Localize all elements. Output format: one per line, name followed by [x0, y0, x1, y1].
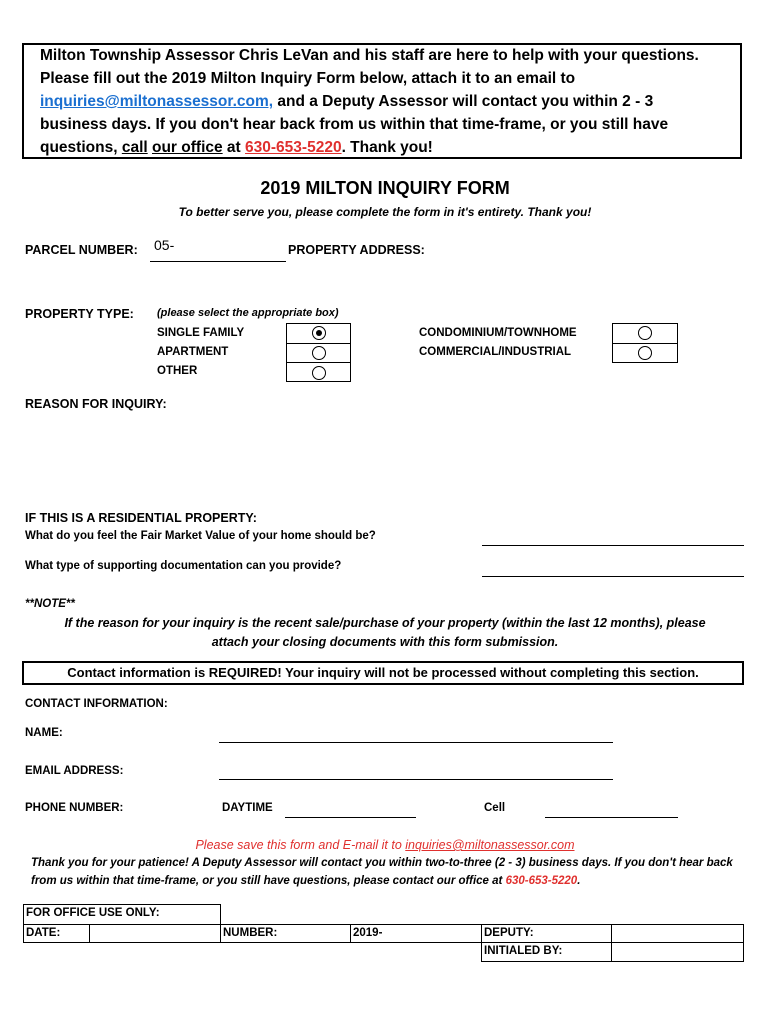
office-number-label: NUMBER: — [220, 924, 351, 943]
property-type-label: PROPERTY TYPE: — [25, 307, 134, 321]
intro-text: questions, — [40, 139, 122, 156]
thanks-line-2 — [31, 875, 580, 887]
email-input[interactable] — [219, 779, 613, 780]
save-instructions — [0, 838, 770, 852]
thanks-line-1: Thank you for your patience! A Deputy Assessor will contact you within two-to-three (2 - 3) business days. If you don't hear back — [31, 857, 733, 869]
cell-label: Cell — [484, 802, 506, 814]
intro-line-3 — [40, 93, 653, 111]
option-commercial: COMMERCIAL/INDUSTRIAL — [419, 346, 572, 358]
intro-line-2: Please fill out the 2019 Milton Inquiry Form below, attach it to an email to — [40, 70, 576, 87]
intro-line-3-rest: and a Deputy Assessor will contact you within 2 - 3 — [273, 93, 654, 110]
intro-text: . Thank you! — [341, 139, 433, 156]
radio-other[interactable] — [312, 366, 326, 380]
intro-text-call: call — [121, 139, 148, 156]
name-input[interactable] — [219, 742, 613, 743]
email-label: EMAIL ADDRESS: — [25, 765, 124, 777]
daytime-label: DAYTIME — [222, 802, 273, 814]
intro-text-office: our office — [152, 139, 223, 156]
radio-condominium[interactable] — [638, 326, 652, 340]
radio-row — [287, 363, 350, 382]
residential-label: IF THIS IS A RESIDENTIAL PROPERTY: — [25, 511, 257, 525]
option-other: OTHER — [157, 365, 198, 377]
office-initialed-input[interactable] — [611, 942, 744, 962]
property-type-radio-group-right — [612, 323, 678, 363]
radio-row — [287, 324, 350, 344]
radio-apartment[interactable] — [312, 346, 326, 360]
docs-input[interactable] — [482, 576, 744, 577]
option-single-family: SINGLE FAMILY — [157, 327, 245, 339]
reason-label: REASON FOR INQUIRY: — [25, 397, 167, 411]
intro-line-5 — [40, 139, 433, 157]
intro-line-4: business days. If you don't hear back from us within that time-frame, or you still have — [40, 116, 669, 133]
parcel-underline — [150, 261, 286, 262]
office-deputy-label: DEPUTY: — [481, 924, 612, 943]
radio-commercial[interactable] — [638, 346, 652, 360]
radio-row — [613, 344, 677, 363]
option-apartment: APARTMENT — [157, 346, 229, 358]
docs-question: What type of supporting documentation can you provide? — [25, 560, 342, 572]
thanks-end: . — [577, 875, 581, 887]
note-line-2: attach your closing documents with this form submission. — [211, 635, 559, 649]
reason-input[interactable] — [180, 395, 740, 495]
radio-row — [287, 344, 350, 363]
required-notice: Contact information is REQUIRED! Your inquiry will not be processed without completing this section. — [22, 661, 744, 685]
thanks-text: from us within that time-frame, or you still have questions, please contact our office at — [31, 875, 506, 887]
fmv-question: What do you feel the Fair Market Value of your home should be? — [25, 530, 376, 542]
intro-line-1: Milton Township Assessor Chris LeVan and his staff are here to help with your questions. — [40, 47, 699, 64]
cell-phone-input[interactable] — [545, 817, 678, 818]
property-type-hint: (please select the appropriate box) — [157, 307, 339, 319]
parcel-label: PARCEL NUMBER: — [25, 243, 138, 257]
office-date-input[interactable] — [89, 924, 221, 943]
property-type-radio-group-left — [286, 323, 351, 382]
office-deputy-input[interactable] — [611, 924, 744, 943]
phone-label: PHONE NUMBER: — [25, 802, 124, 814]
name-label: NAME: — [25, 727, 63, 739]
office-header: FOR OFFICE USE ONLY: — [23, 904, 221, 925]
form-title: 2019 MILTON INQUIRY FORM — [260, 178, 510, 198]
note-title: **NOTE** — [25, 598, 75, 610]
note-line-1: If the reason for your inquiry is the recent sale/purchase of your property (within the last 12 months), please — [64, 616, 706, 630]
option-condominium: CONDOMINIUM/TOWNHOME — [419, 327, 577, 339]
parcel-input[interactable]: 05- — [154, 237, 175, 253]
office-year-value: 2019- — [350, 924, 482, 943]
email-link[interactable]: inquiries@miltonassessor.com, — [40, 93, 274, 110]
radio-row — [613, 324, 677, 344]
save-text: Please save this form and E-mail it to — [195, 838, 406, 852]
address-label: PROPERTY ADDRESS: — [288, 243, 425, 257]
office-date-label: DATE: — [23, 924, 90, 943]
radio-single-family[interactable] — [312, 326, 326, 340]
intro-text: at — [222, 139, 246, 156]
save-email-link[interactable]: inquiries@miltonassessor.com — [405, 838, 575, 852]
fmv-input[interactable] — [482, 545, 744, 546]
daytime-phone-input[interactable] — [285, 817, 416, 818]
office-initialed-label: INITIALED BY: — [481, 942, 612, 962]
phone-link[interactable]: 630-653-5220 — [245, 139, 342, 156]
thanks-phone[interactable]: 630-653-5220 — [505, 875, 578, 887]
form-subtitle: To better serve you, please complete the form in it's entirety. Thank you! — [178, 205, 592, 219]
intro-box — [22, 43, 742, 159]
contact-label: CONTACT INFORMATION: — [25, 698, 168, 710]
